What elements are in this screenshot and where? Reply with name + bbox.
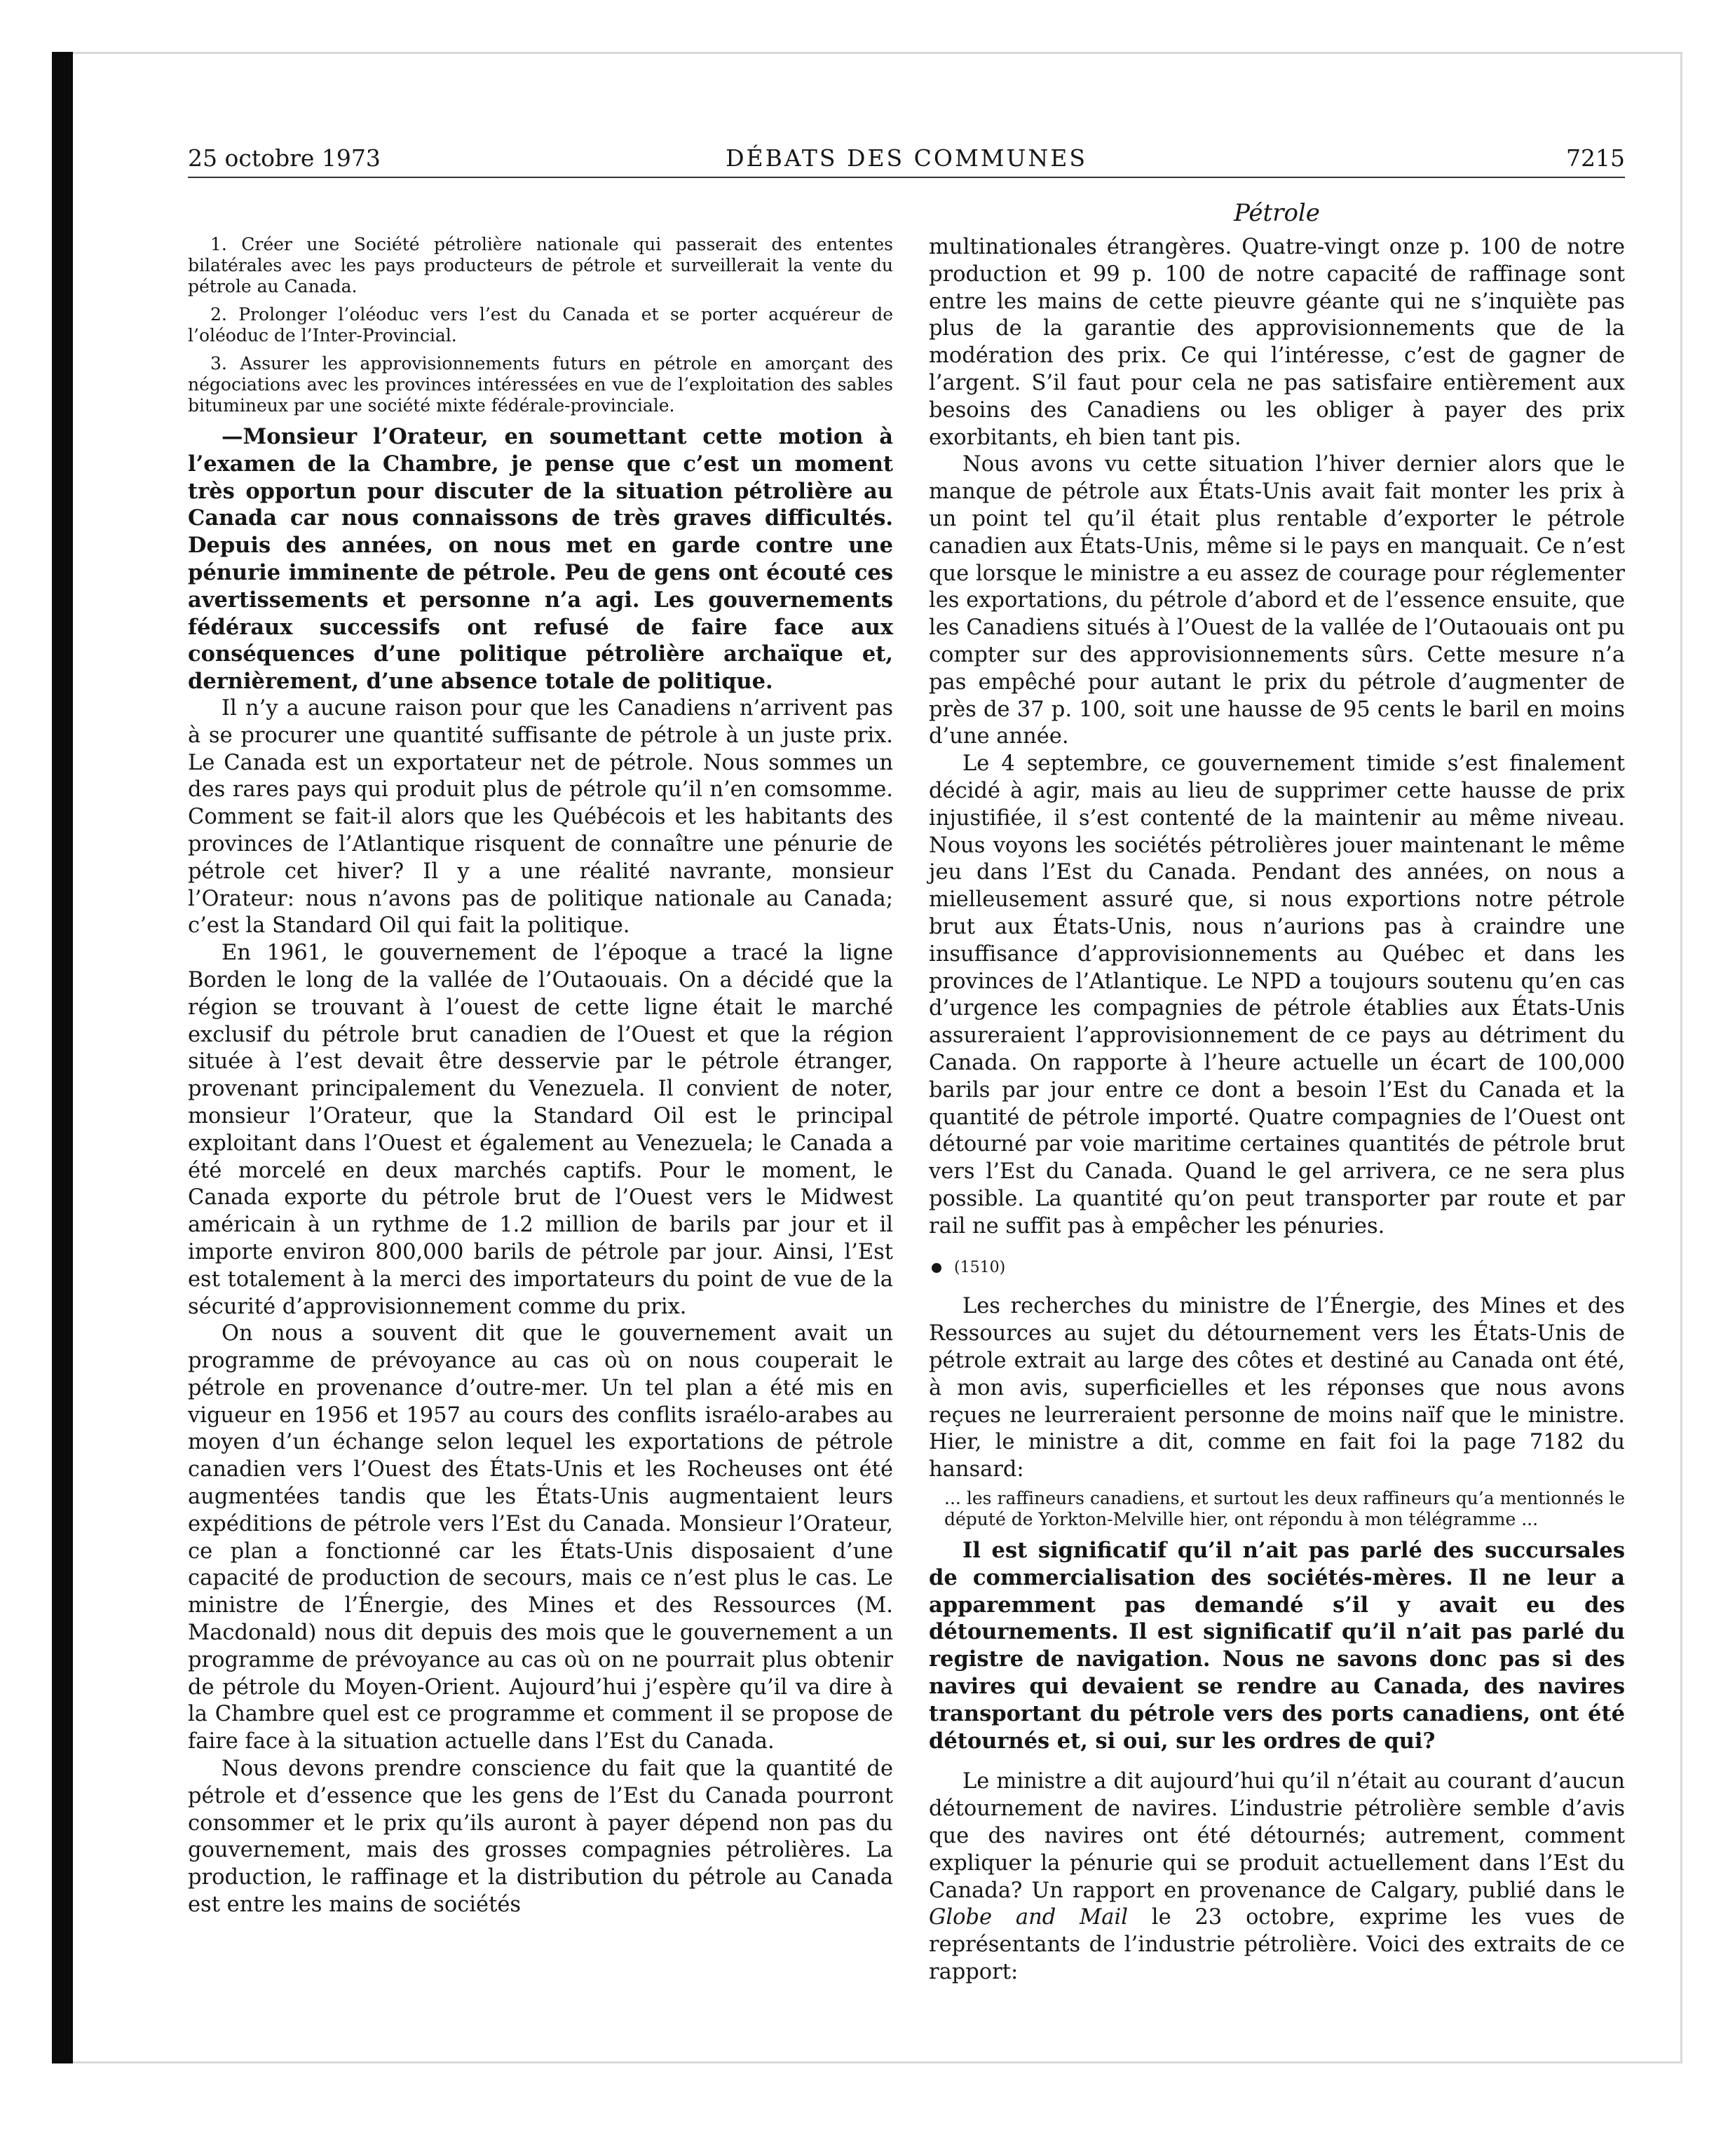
bullet-icon — [932, 1263, 941, 1273]
scan-border-right — [1680, 52, 1682, 2063]
left-column — [188, 234, 893, 1919]
header-title: DÉBATS DES COMMUNES — [726, 144, 1087, 172]
header-rule — [188, 177, 1625, 178]
paragraph: On nous a souvent dit que le gouvernement avait un programme de prévoyance au cas où on nous couperait le pétrole en provenance d’outre-mer. Un tel plan a été mis en vigueur en 1956 et 1957 au cours des conflits israélo-arabes au moyen d’un échange selon lequel les exportations de pétrole canadien vers l’Ouest des États-Unis et les Rocheuses ont été augmentées tandis que les États-Unis augmentaient leurs expéditions de pétrole vers l’Est du Canada. Monsieur l’Orateur, ce plan a fonctionné car les États-Unis disposaient d’une capacité de production de secours, mais ce n’est plus le cas. Le ministre de l’Énergie, des Mines et des Ressources (M. Macdonald) nous dit depuis des mois que le gouvernement a un programme de prévoyance au cas où on ne pourrait plus obtenir de pétrole du Moyen-Orient. Aujourd’hui j’espère qu’il va dire à la Chambre quel est ce programme et comment il se propose de faire face à la situation actuelle dans l’Est du Canada. — [188, 1321, 893, 1754]
lead-paragraph: —Monsieur l’Orateur, en soumettant cette motion à l’examen de la Chambre, je pense que c’est un moment très opportun pour discuter de la situation pétrolière au Canada car nous connaissons de très graves difficultés. Depuis des années, on nous met en garde contre une pénurie imminente de pétrole. Peu de gens ont écouté ces avertissements et personne n’a agi. Les gouvernements fédéraux successifs ont refusé de faire face aux conséquences d’une politique pétrolière archaïque et, dernièrement, d’une absence totale de politique. — [188, 424, 893, 695]
newspaper-title: Globe and Mail — [929, 1905, 1128, 1930]
paragraph: En 1961, le gouvernement de l’époque a tracé la ligne Borden le long de la vallée de l’Outaouais. On a décidé que la région se trouvant à l’ouest de cette ligne était le marché exclusif du pétrole brut canadien de l’Ouest et que la région située à l’est devait être desservie par le pétrole étranger, provenant principalement du Venezuela. Il convient de noter, monsieur l’Orateur, que la Standard Oil est le principal exploitant dans l’Ouest et également au Venezuela; le Canada a été morcelé en deux marchés captifs. Pour le moment, le Canada exporte du pétrole brut de l’Ouest vers le Midwest américain à un rythme de 1.2 million de barils par jour et il importe environ 800,000 barils de pétrole par jour. Ainsi, l’Est est totalement à la merci des importateurs du point de vue de la sécurité d’approvisionnement comme du prix. — [188, 941, 893, 1319]
paragraph: Il est significatif qu’il n’ait pas parlé des succursales de commercialisation des sociétés-mères. Il ne leur a apparemment pas demandé s’il y avait eu des détournements. Il est significatif qu’il n’ait pas parlé du registre de navigation. Nous ne savons donc pas si des navires qui devaient se rendre au Canada, des navires transportant du pétrole vers des ports canadiens, ont été détournés et, si oui, sur les ordres de qui? — [929, 1538, 1625, 1754]
scan-border-bottom — [52, 2061, 1682, 2063]
page-header — [188, 144, 1625, 179]
paragraph: Nous devons prendre conscience du fait que la quantité de pétrole et d’essence que les gens de l’Est du Canada pourront consommer et le prix qu’ils auront à payer dépend non pas du gouvernement, mais des grosses compagnies pétrolières. La production, le raffinage et la distribution du pétrole au Canada est entre les mains de sociétés — [188, 1756, 893, 1918]
paragraph: Il n’y a aucune raison pour que les Canadiens n’arrivent pas à se procurer une quantité suffisante de pétrole à un juste prix. Le Canada est un exportateur net de pétrole. Nous sommes un des rares pays qui produit plus de pétrole qu’il n’en comsomme. Comment se fait-il alors que les Québécois et les habitants des provinces de l’Atlantique risquent de connaître une pénurie de pétrole cet hiver? Il y a une réalité navrante, monsieur l’Orateur: nous n’avons pas de politique nationale au Canada; c’est la Standard Oil qui fait la politique. — [188, 695, 893, 939]
closing-paragraph: Le ministre a dit aujourd’hui qu’il n’était au courant d’aucun détournement de navires. L’industrie pétrolière semble d’avis que des navires ont été détournés; autrement, comment expliquer la pénurie qui se produit actuellement dans l’Est du Canada? Un rapport en provenance de Calgary, publié dans le Globe and Mail le 23 octobre, exprime les vues de représentants de l’industrie pétrolière. Voici des extraits de ce rapport: — [929, 1769, 1625, 1985]
motion-item: 2. Prolonger l’oléoduc vers l’est du Canada et se porter acquéreur de l’oléoduc de l’Inter-Provincial. — [188, 304, 893, 346]
motion-item: 3. Assurer les approvisionnements futurs en pétrole en amorçant des négociations avec les provinces intéressées en vue de l’exploitation des sables bitumineux par une société mixte fédérale-provinciale. — [188, 353, 893, 416]
continuation-paragraph: multinationales étrangères. Quatre-vingt onze p. 100 de notre production et 99 p. 100 de notre capacité de raffinage sont entre les mains de cette pieuvre géante qui ne s’inquiète pas plus de la garantie des approvisionnements que de la modération des prix. Ce qui l’intéresse, c’est de gagner de l’argent. S’il faut pour cela ne pas satisfaire entièrement aux besoins des Canadiens ou les obliger à payer des prix exorbitants, eh bien tant pis. — [929, 235, 1625, 450]
motion-list — [188, 234, 893, 416]
scan-border-top — [52, 52, 1682, 54]
header-date: 25 octobre 1973 — [188, 144, 381, 172]
topic-heading: Pétrole — [1234, 199, 1320, 227]
time-marker — [929, 1258, 1625, 1278]
paragraph: Le 4 septembre, ce gouvernement timide s’est finalement décidé à agir, mais au lieu de supprimer cette hausse de prix injustifiée, il s’est contenté de la maintenir au même niveau. Nous voyons les sociétés pétrolières jouer maintenant le même jeu dans l’Est du Canada. Pendant des années, on nous a mielleusement assuré que, si nous exportions notre pétrole brut aux États-Unis, nous n’aurions pas à craindre une insuffisance d’approvisionnements au Québec et dans les provinces de l’Atlantique. Le NPD a toujours soutenu qu’en cas d’urgence les compagnies de pétrole établies aux États-Unis assureraient l’approvisionnement de ce pays au détriment du Canada. On rapporte à l’heure actuelle un écart de 100,000 barils par jour entre ce dont a besoin l’Est du Canada et la quantité de pétrole importé. Quatre compagnies de l’Ouest ont détourné par voie maritime certaines quantités de pétrole brut vers l’Est du Canada. Quand le gel arrivera, ce ne sera plus possible. La quantité qu’on peut transporter par route et par rail ne suffit pas à empêcher les pénuries. — [929, 751, 1625, 1239]
scan-binding-edge — [52, 52, 73, 2063]
motion-item: 1. Créer une Société pétrolière nationale qui passerait des ententes bilatérales avec les pays producteurs de pétrole et surveillerait la vente du pétrole au Canada. — [188, 234, 893, 296]
hansard-quote: ... les raffineurs canadiens, et surtout les deux raffineurs qu’a mentionnés le député de Yorkton-Melville hier, ont répondu à mon télégramme ... — [944, 1488, 1625, 1530]
time-marker-text: (1510) — [954, 1259, 1006, 1277]
paragraph: Nous avons vu cette situation l’hiver dernier alors que le manque de pétrole aux États-Unis avait fait monter les prix à un point tel qu’il était plus rentable d’exporter le pétrole canadien aux États-Unis, même si le pays en manquait. Ce n’est que lorsque le ministre a eu assez de courage pour réglementer les exportations, du pétrole d’abord et de l’essence ensuite, que les Canadiens situés à l’Ouest de la vallée de l’Outaouais ont pu compter sur des approvisionnements sûrs. Cette mesure n’a pas empêché pour autant le prix du pétrole d’augmenter de près de 37 p. 100, soit une hausse de 95 cents le baril en moins d’une année. — [929, 452, 1625, 749]
page-number: 7215 — [1566, 144, 1625, 172]
right-column — [929, 234, 1625, 1986]
paragraph: Les recherches du ministre de l’Énergie, des Mines et des Ressources au sujet du détournement vers les États-Unis de pétrole extrait au large des côtes et destiné au Canada ont été, à mon avis, superficielles et les réponses que nous avons reçues ne leurreraient personne de moins naïf que le ministre. Hier, le ministre a dit, comme en fait foi la page 7182 du hansard: — [929, 1294, 1625, 1482]
